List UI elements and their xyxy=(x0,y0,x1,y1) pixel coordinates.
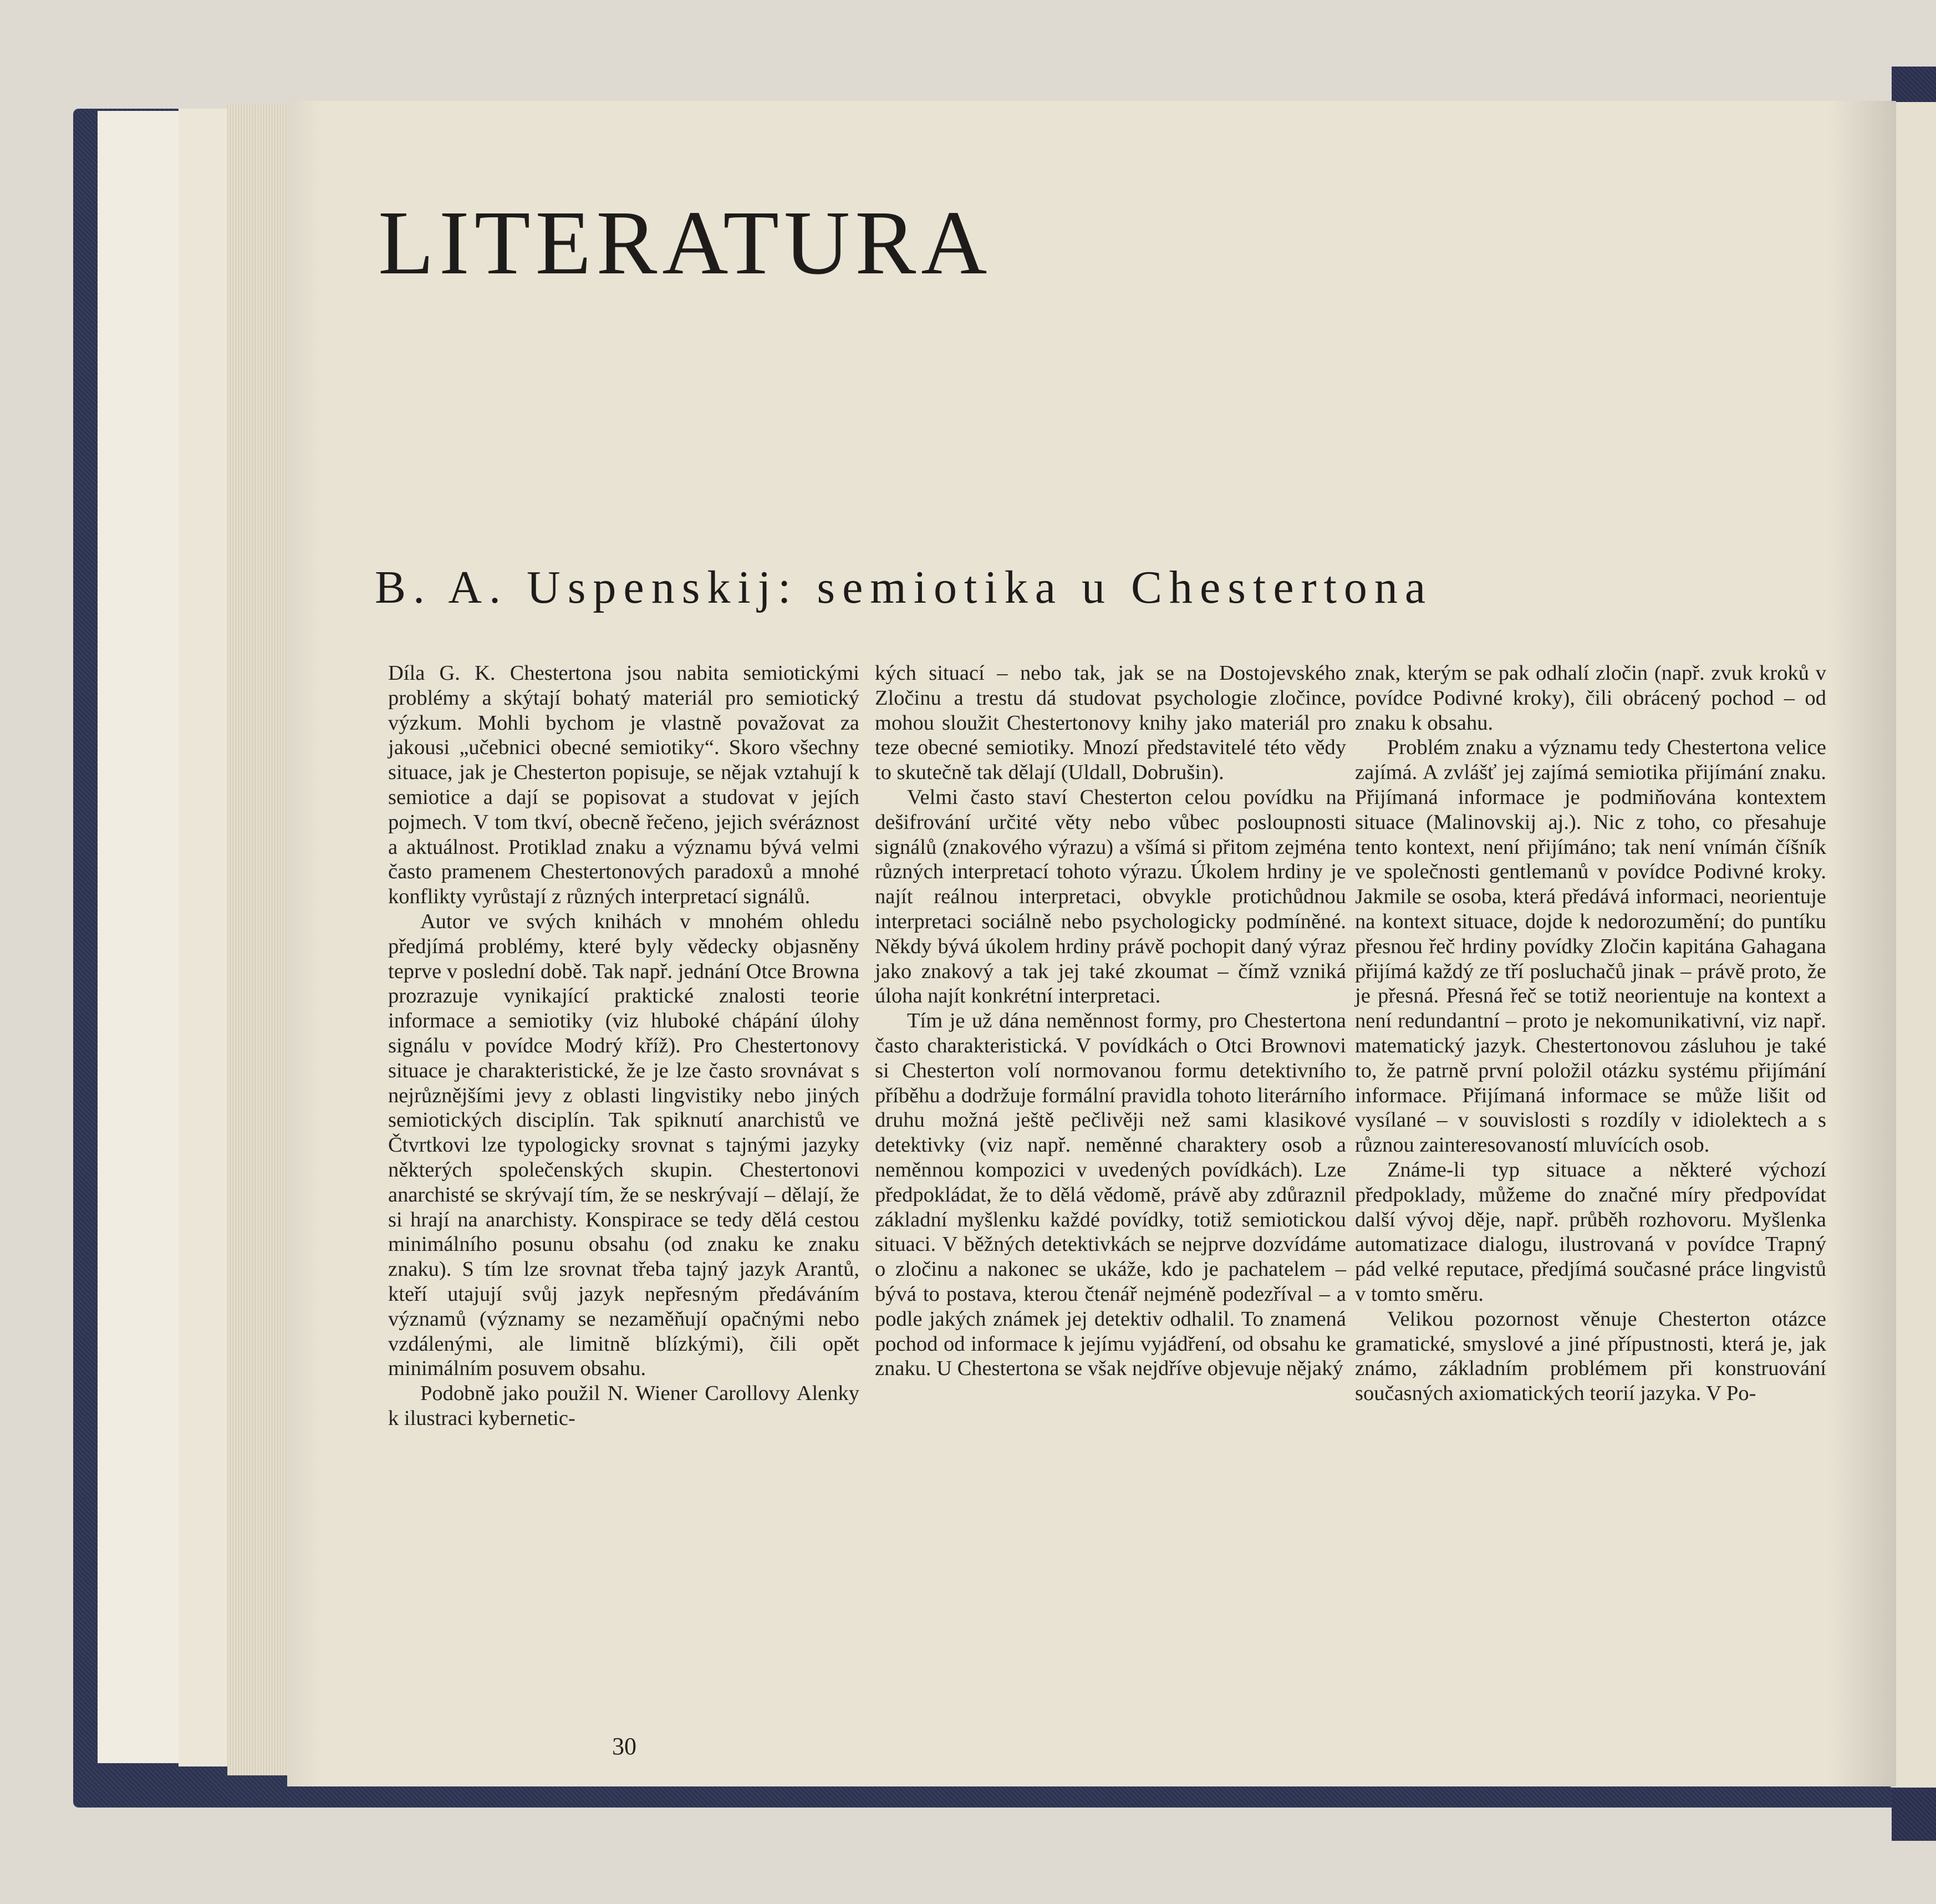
paragraph: Autor ve svých knihách v mnohém ohledu předjímá problémy, které byly vědecky objasněny teprve v poslední době. Tak např. jednání Otce Browna prozrazuje vynikající praktické znalosti teorie informace a semiotiky (viz hluboké chápání úlohy signálu v povídce Modrý kříž). Pro Chestertonovy situace je charakteristické, že je lze často srovnávat s nejrůznějšími jevy z oblasti lingvistiky nebo jiných semiotických disciplín. Tak spiknutí anarchistů ve Čtvrtkovi lze typologicky srovnat s tajnými jazyky některých společenských skupin. Chestertonovi anarchisté se skrývají tím, že se neskrývají – dělají, že si hrají na anarchisty. Konspirace se tedy dělá cestou minimálního posunu obsahu (od znaku ke znaku znaku). S tím lze srovnat třeba tajný jazyk Arantů, kteří utajují svůj jazyk nepřesným předáváním významů (významy se nezaměňují opačnými nebo vzdálenými, ale limitně blízkými), čili opět minimálním posuvem obsahu. xyxy=(388,909,859,1381)
paragraph: Známe-li typ situace a některé výchozí předpoklady, můžeme do značné míry předpovídat další vývoj děje, např. průběh rozhovoru. Myšlenka automatizace dialogu, ilustrovaná v povídce Trapný pád velké reputace, předjímá současné práce lingvistů v tomto směru. xyxy=(1355,1158,1826,1306)
paragraph: kých situací – nebo tak, jak se na Dostojevského Zločinu a trestu dá studovat psychologie zločince, mohou sloužit Chestertonovy knihy jako materiál pro teze obecné semiotiky. Mnozí představitelé této vědy to skutečně tak dělají (Uldall, Dobrušin). xyxy=(875,661,1346,785)
paragraph: znak, kterým se pak odhalí zločin (např. zvuk kroků v povídce Podivné kroky), čili obrácený pochod – od znaku k obsahu. xyxy=(1355,661,1826,735)
paragraph: Velikou pozornost věnuje Chesterton otázce gramatické, smyslové a jiné přípustnosti, která je, jak známo, základním problémem při konstruování současných axiomatických teorií jazyka. V Po- xyxy=(1355,1307,1826,1406)
paragraph: Velmi často staví Chesterton celou povídku na dešifrování určité věty nebo vůbec posloupnosti signálů (znakového výrazu) a všímá si přitom zejména různých interpretací tohoto výrazu. Úkolem hrdiny je najít reálnou interpretaci, obvykle protichůdnou interpretaci sociálně nebo psychologicky podmíněné. Někdy bývá úkolem hrdiny právě pochopit daný výraz jako znakový a tak jej také zkoumat – čímž vzniká úloha najít konkrétní interpretaci. xyxy=(875,785,1346,1008)
page-number: 30 xyxy=(612,1733,636,1760)
section-title: LITERATURA xyxy=(378,192,992,293)
paragraph: Problém znaku a významu tedy Chestertona velice zajímá. A zvlášť jej zajímá semiotika přijímání znaku. Přijímaná informace je podmiňována kontextem situace (Malinovskij aj.). Nic z toho, co přesahuje tento kontext, není přijímáno; tak není vnímán číšník ve společnosti gentlemanů v povídce Podivné kroky. Jakmile se osoba, která předává informaci, neorientuje na kontext situace, dojde k nedorozumění; do puntíku přesnou řeč hrdiny povídky Zločin kapitána Gahagana přijímá každý ze tří posluchačů jinak – právě proto, že je přesná. Přesná řeč se totiž neorientuje na kontext a není redundantní – proto je nekomunikativní, viz např. matematický jazyk. Chestertonovou zásluhou je také to, že patrně první položil otázku systému přijímání informace. Přijímaná informace se může lišit od vysílané – v souvislosti s rozdíly v idiolektech a s různou zainteresovaností mluvících osob. xyxy=(1355,736,1826,1157)
text-column-3 xyxy=(1355,661,1826,1406)
article-title: B. A. Uspenskij: semiotika u Chestertona xyxy=(375,562,1433,613)
paragraph: Díla G. K. Chestertona jsou nabita semiotickými problémy a skýtají bohatý materiál pro semiotický výzkum. Mohli bychom je vlastně považovat za jakousi „učebnici obecné semiotiky“. Skoro všechny situace, jak je Chesterton popisuje, se nějak vztahují k semiotice a dají se popisovat a studovat v jejích pojmech. V tom tkví, obecně řečeno, jejich svéráznost a aktuálnost. Protiklad znaku a významu bývá velmi často pramenem Chestertonových paradoxů a mnohé konflikty vyrůstají z různých interpretací signálů. xyxy=(388,661,859,909)
paragraph: Podobně jako použil N. Wiener Carollovy Alenky k ilustraci kybernetic- xyxy=(388,1382,859,1430)
text-column-2 xyxy=(875,661,1346,1381)
facing-page-edge xyxy=(1891,102,1936,1788)
paragraph: Tím je už dána neměnnost formy, pro Chestertona často charakteristická. V povídkách o Otci Brownovi si Chesterton volí normovanou formu detektivního příběhu a dodržuje formální pravidla tohoto literárního druhu možná ještě pečlivěji než sami klasikové detektivky (viz např. neměnné charaktery osob a neměnnou kompozici v uvedených povídkách). Lze předpokládat, že to dělá vědomě, právě aby zdůraznil základní myšlenku každé povídky, totiž semiotickou situaci. V běžných detektivkách se nejprve dozvídáme o zločinu a nakonec se ukáže, kdo je pachatelem – bývá to postava, kterou čtenář nejméně podezříval – a podle jakých známek jej detektiv odhalil. To znamená pochod od informace k jejímu vyjádření, od obsahu ke znaku. U Chestertona se však nejdříve objevuje nějaký xyxy=(875,1009,1346,1381)
text-column-1 xyxy=(388,661,859,1431)
